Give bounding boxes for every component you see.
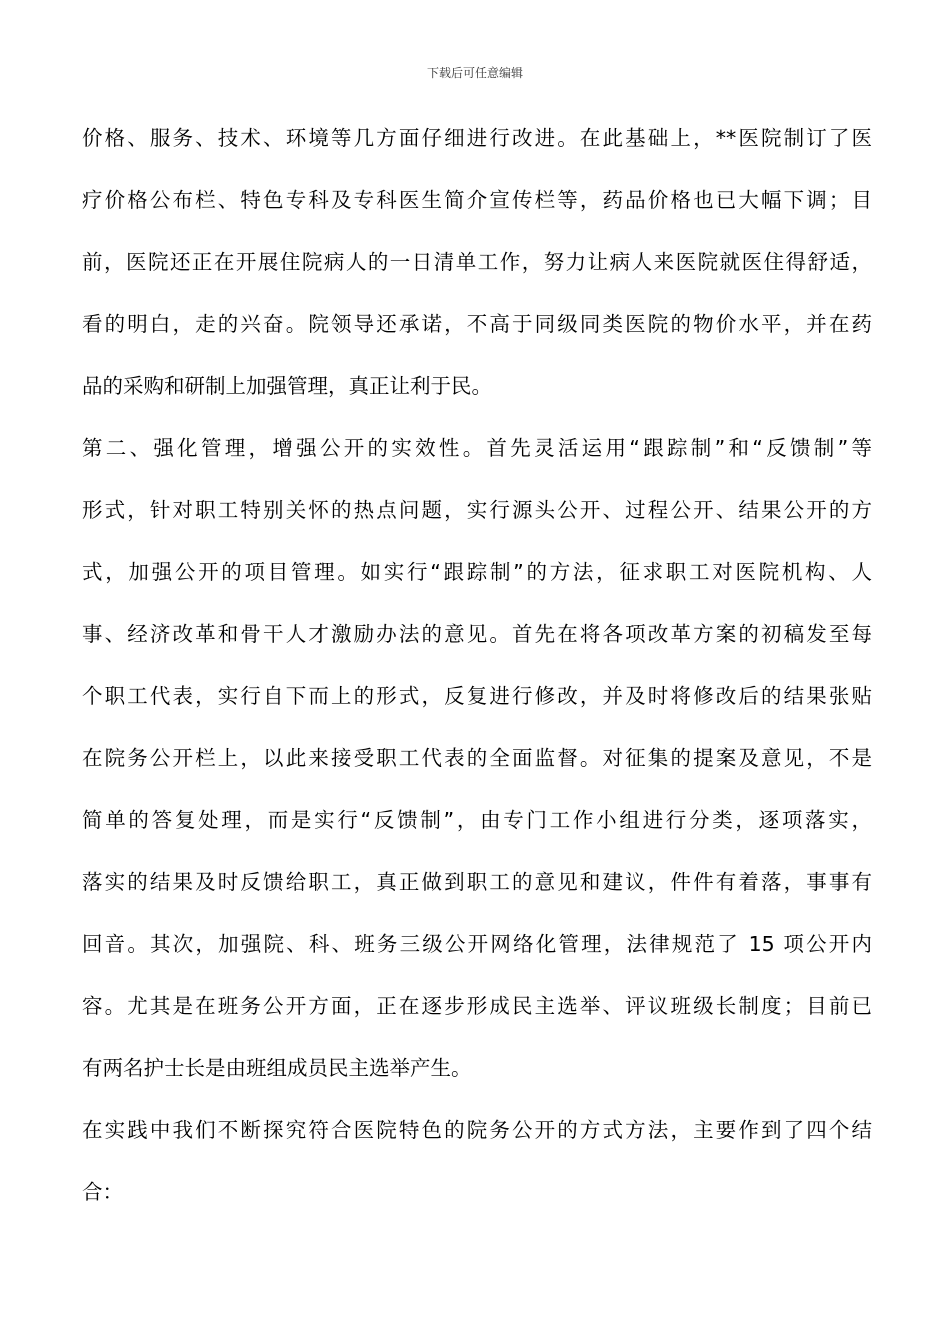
text-line: 个职工代表，实行自下而上的形式，反复进行修改，并及时将修改后的结果张贴 [82, 684, 872, 708]
header-note: 下载后可任意编辑 [426, 66, 523, 80]
text-line: 合： [82, 1180, 123, 1204]
text-line: 简单的答复处理，而是实行“反馈制”，由专门工作小组进行分类，逐项落实， [82, 808, 872, 832]
text-line: 第二、强化管理，增强公开的实效性。首先灵活运用“跟踪制”和“反馈制”等 [82, 436, 872, 460]
text-line: 落实的结果及时反馈给职工，真正做到职工的意见和建议，件件有着落，事事有 [82, 870, 872, 894]
text-line: 在院务公开栏上，以此来接受职工代表的全面监督。对征集的提案及意见，不是 [82, 746, 872, 770]
text-line: 品的采购和研制上加强管理，真正让利于民。 [82, 374, 492, 398]
text-line: 回音。其次，加强院、科、班务三级公开网络化管理，法律规范了 15 项公开内 [82, 932, 872, 956]
text-line: 在实践中我们不断探究符合医院特色的院务公开的方式方法，主要作到了四个结 [82, 1118, 872, 1142]
text-line: 事、经济改革和骨干人才激励办法的意见。首先在将各项改革方案的初稿发至每 [82, 622, 872, 646]
text-line: 式，加强公开的项目管理。如实行“跟踪制”的方法，征求职工对医院机构、人 [82, 560, 872, 584]
text-line: 看的明白，走的兴奋。院领导还承诺，不高于同级同类医院的物价水平，并在药 [82, 312, 872, 336]
document-body [82, 118, 872, 1234]
text-line: 有两名护士长是由班组成员民主选举产生。 [82, 1056, 472, 1080]
text-line: 价格、服务、技术、环境等几方面仔细进行改进。在此基础上，**医院制订了医 [82, 126, 872, 150]
text-line: 形式，针对职工特别关怀的热点问题，实行源头公开、过程公开、结果公开的方 [82, 498, 872, 522]
text-line: 容。尤其是在班务公开方面，正在逐步形成民主选举、评议班级长制度；目前已 [82, 994, 872, 1018]
text-line: 前，医院还正在开展住院病人的一日清单工作，努力让病人来医院就医住得舒适， [82, 250, 872, 274]
text-line: 疗价格公布栏、特色专科及专科医生简介宣传栏等，药品价格也已大幅下调；目 [82, 188, 872, 212]
